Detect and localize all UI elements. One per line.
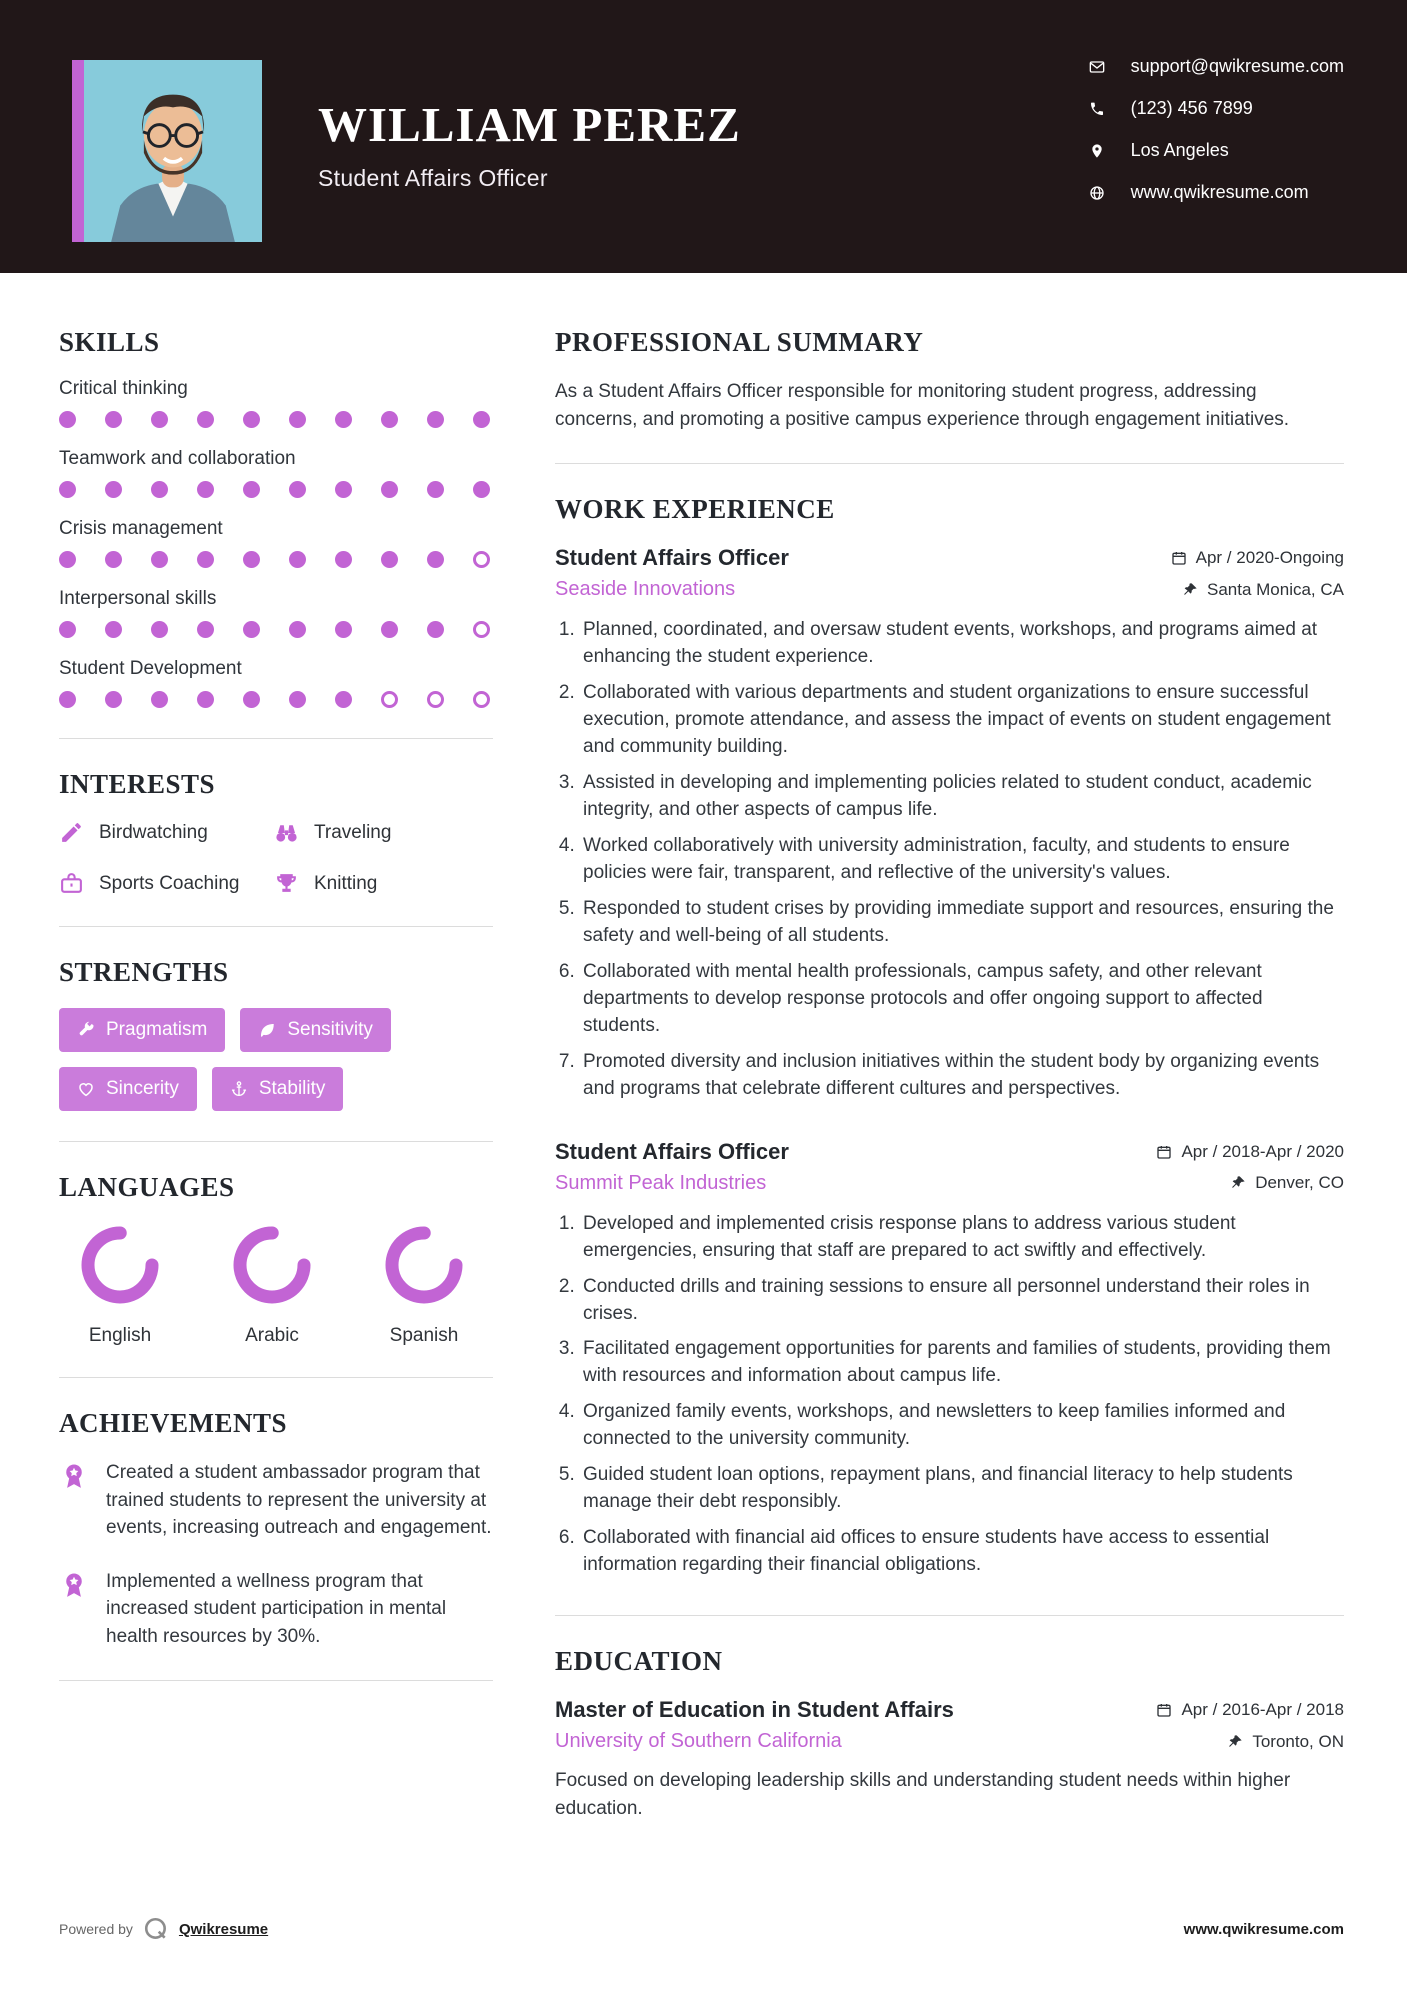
skill-dot — [197, 691, 214, 708]
job-bullet: 6. Collaborated with mental health professionals, campus safety, and other relevant departments to develop response protocols and offer ongoing support to affected students. — [580, 959, 1344, 1040]
education-dates-text: Apr / 2016-Apr / 2018 — [1181, 1700, 1344, 1720]
skill-dot — [381, 621, 398, 638]
job-company: Summit Peak Industries — [555, 1171, 767, 1194]
strength-label: Pragmatism — [106, 1019, 208, 1040]
content — [0, 273, 1407, 1822]
skill-dot — [335, 691, 352, 708]
divider — [59, 1680, 493, 1681]
job-location-text: Santa Monica, CA — [1206, 579, 1344, 599]
header — [0, 0, 1407, 273]
main-column — [555, 327, 1344, 1822]
skill-dot — [473, 411, 490, 428]
identity — [318, 96, 741, 273]
strength-chip — [59, 1008, 225, 1052]
footer-website[interactable]: www.qwikresume.com — [1183, 1920, 1344, 1938]
job-title: Student Affairs Officer — [555, 1138, 789, 1164]
pin-icon — [1227, 1734, 1243, 1750]
skill-dot — [151, 411, 168, 428]
skill-dot — [59, 411, 76, 428]
achievement-text: Implemented a wellness program that increased student participation in mental health resources by 30%. — [106, 1570, 447, 1647]
experience-section — [555, 494, 1344, 1579]
education-dates — [1156, 1700, 1344, 1720]
profile-photo-illustration — [84, 60, 262, 242]
interest-label: Sports Coaching — [99, 872, 240, 894]
badge-icon — [59, 1570, 89, 1600]
strengths-list — [59, 1008, 419, 1111]
skill-label: Critical thinking — [59, 378, 188, 399]
skill-dot — [151, 621, 168, 638]
skill-label: Crisis management — [59, 518, 223, 539]
contact-text: www.qwikresume.com — [1130, 182, 1309, 202]
education-heading: EDUCATION — [555, 1646, 723, 1677]
skill-item — [59, 518, 493, 568]
job-bullet: 4. Worked collaboratively with university administration, faculty, and students to ensure policies were fair, transparent, and reflective of the university's values. — [580, 833, 1344, 887]
leaf-icon — [258, 1021, 276, 1039]
language-level-ring — [78, 1223, 162, 1307]
skill-dots — [59, 481, 493, 498]
education-location — [1227, 1732, 1344, 1752]
interest-label: Knitting — [314, 872, 378, 894]
job-dates-text: Apr / 2020-Ongoing — [1195, 548, 1344, 568]
achievements-heading: ACHIEVEMENTS — [59, 1408, 288, 1438]
pin-icon — [1182, 582, 1198, 598]
divider — [59, 1377, 493, 1378]
language-label: Spanish — [389, 1325, 459, 1346]
strength-chip — [212, 1067, 344, 1111]
skill-dot — [473, 621, 490, 638]
phone-icon — [1089, 101, 1105, 117]
contact-row — [1089, 140, 1344, 161]
skills-list — [59, 378, 493, 708]
skill-dot — [105, 411, 122, 428]
language-label: Arabic — [245, 1325, 299, 1346]
skills-section — [59, 327, 493, 708]
interest-label: Traveling — [314, 821, 392, 843]
trophy-icon — [274, 871, 299, 896]
skill-dot — [473, 481, 490, 498]
summary-section — [555, 327, 1344, 433]
job-entry — [555, 545, 1344, 1103]
job-bullet: 5. Guided student loan options, repayment plans, and financial literacy to help students manage their debt responsibly. — [580, 1462, 1344, 1516]
skill-dot — [335, 481, 352, 498]
summary-text: As a Student Affairs Officer responsible for monitoring student progress, addressing concerns, and promoting a positive campus experience through engagement initiatives. — [555, 381, 1290, 430]
skill-dot — [243, 621, 260, 638]
edit-icon — [59, 820, 84, 845]
skill-dot — [289, 691, 306, 708]
interest-item — [59, 871, 274, 896]
job-dates-text: Apr / 2018-Apr / 2020 — [1181, 1141, 1344, 1161]
skill-dot — [197, 551, 214, 568]
contact-row — [1089, 182, 1344, 203]
summary-heading: PROFESSIONAL SUMMARY — [555, 327, 924, 357]
binoculars-icon — [274, 820, 299, 845]
profile-photo — [72, 60, 262, 242]
skill-dot — [59, 481, 76, 498]
candidate-title: Student Affairs Officer — [318, 165, 548, 191]
skill-dot — [473, 691, 490, 708]
skill-dot — [335, 411, 352, 428]
job-sub — [555, 1172, 1344, 1195]
skill-dot — [427, 691, 444, 708]
language-level-ring — [382, 1223, 466, 1307]
job-bullet: 7. Promoted diversity and inclusion initiatives within the student body by organizing events and programs that celebrate different cultures and perspectives. — [580, 1049, 1344, 1103]
skill-label: Teamwork and collaboration — [59, 448, 296, 469]
achievement-item — [59, 1459, 493, 1542]
interests-section — [59, 769, 493, 896]
bag-icon — [59, 871, 84, 896]
degree: Master of Education in Student Affairs — [555, 1697, 954, 1723]
divider — [59, 738, 493, 739]
strengths-heading: STRENGTHS — [59, 957, 229, 987]
experience-heading: WORK EXPERIENCE — [555, 494, 835, 525]
skill-dots — [59, 411, 493, 428]
education-description: Focused on developing leadership skills and understanding student needs within higher education. — [555, 1770, 1291, 1819]
job-bullet: 5. Responded to student crises by providing immediate support and resources, ensuring the safety and well-being of all students. — [580, 896, 1344, 950]
skill-dot — [197, 621, 214, 638]
job-sub — [555, 578, 1344, 601]
strength-chip — [240, 1008, 391, 1052]
job-company: Seaside Innovations — [555, 578, 736, 601]
job-dates — [1171, 548, 1344, 568]
pin-icon — [1230, 1175, 1246, 1191]
skill-dot — [151, 481, 168, 498]
candidate-name: WILLIAM PEREZ — [318, 97, 741, 152]
skill-item — [59, 378, 493, 428]
skill-label: Student Development — [59, 658, 242, 679]
interest-item — [59, 820, 274, 845]
skill-dot — [289, 481, 306, 498]
job-bullet: 2. Collaborated with various departments and student organizations to ensure successful execution, promote attendance, and assess the impact of events on student engagement and community building. — [580, 680, 1344, 761]
skill-dot — [381, 551, 398, 568]
calendar-icon — [1156, 1144, 1172, 1160]
badge-icon — [59, 1461, 89, 1491]
skill-dot — [59, 551, 76, 568]
contact-row — [1089, 98, 1344, 119]
skills-heading: SKILLS — [59, 327, 160, 357]
skill-dot — [289, 551, 306, 568]
skill-dot — [427, 481, 444, 498]
skill-item — [59, 658, 493, 708]
skill-dot — [243, 551, 260, 568]
job-bullet: 3. Facilitated engagement opportunities for parents and families of students, providing them with resources and information about campus life. — [580, 1336, 1344, 1390]
calendar-icon — [1156, 1702, 1172, 1718]
skill-dot — [473, 551, 490, 568]
contact-text: (123) 456 7899 — [1130, 98, 1253, 118]
skill-dot — [289, 621, 306, 638]
achievement-item — [59, 1568, 493, 1651]
job-location — [1182, 580, 1344, 600]
skill-dot — [105, 621, 122, 638]
contact-text: support@qwikresume.com — [1130, 56, 1344, 76]
skill-dot — [243, 481, 260, 498]
achievements-list — [59, 1459, 493, 1650]
skill-dots — [59, 621, 493, 638]
skill-label: Interpersonal skills — [59, 588, 217, 609]
languages-heading: LANGUAGES — [59, 1172, 235, 1202]
school: University of Southern California — [555, 1730, 842, 1753]
skill-dots — [59, 551, 493, 568]
divider — [555, 1615, 1344, 1616]
language-item — [59, 1223, 181, 1347]
strength-label: Sensitivity — [287, 1019, 373, 1040]
skill-dot — [105, 551, 122, 568]
skill-dot — [335, 551, 352, 568]
skill-dot — [289, 411, 306, 428]
interest-item — [274, 820, 493, 845]
contact-list — [1089, 56, 1344, 273]
skill-item — [59, 588, 493, 638]
strengths-section — [59, 957, 493, 1111]
skill-dot — [105, 481, 122, 498]
skill-dot — [105, 691, 122, 708]
divider — [59, 926, 493, 927]
interests-heading: INTERESTS — [59, 769, 216, 799]
strength-label: Sincerity — [106, 1078, 179, 1099]
divider — [59, 1141, 493, 1142]
education-sub — [555, 1730, 1344, 1753]
job-dates — [1156, 1142, 1344, 1162]
job-bullets — [555, 617, 1344, 1103]
skill-dot — [59, 621, 76, 638]
education-section — [555, 1646, 1344, 1822]
anchor-icon — [230, 1080, 248, 1098]
wrench-icon — [77, 1021, 95, 1039]
languages-section — [59, 1172, 493, 1347]
language-item — [211, 1223, 333, 1347]
education-head — [555, 1697, 1344, 1723]
job-bullet: 6. Collaborated with financial aid offices to ensure students have access to essential information regarding their financial obligations. — [580, 1525, 1344, 1579]
strength-label: Stability — [258, 1078, 326, 1099]
skill-dot — [427, 621, 444, 638]
job-bullet: 1. Planned, coordinated, and oversaw student events, workshops, and programs aimed at enhancing the student experience. — [580, 617, 1344, 671]
job-title: Student Affairs Officer — [555, 545, 789, 571]
language-label: English — [88, 1325, 152, 1346]
location-icon — [1089, 143, 1105, 159]
language-level-ring — [230, 1223, 314, 1307]
skill-dot — [151, 551, 168, 568]
job-head — [555, 545, 1344, 571]
interest-label: Birdwatching — [99, 821, 208, 843]
job-bullet: 2. Conducted drills and training sessions to ensure all personnel understand their roles in crises. — [580, 1274, 1344, 1328]
footer — [59, 1916, 1344, 1942]
education-location-text: Toronto, ON — [1252, 1731, 1344, 1751]
strength-chip — [59, 1067, 197, 1111]
skill-dot — [427, 551, 444, 568]
skill-dots — [59, 691, 493, 708]
sidebar — [59, 327, 493, 1822]
job-bullet: 3. Assisted in developing and implementing policies related to student conduct, academic integrity, and other aspects of campus life. — [580, 770, 1344, 824]
achievement-text: Created a student ambassador program that trained students to represent the university at events, increasing outreach and engagement. — [106, 1462, 492, 1539]
calendar-icon — [1171, 550, 1187, 566]
skill-dot — [197, 411, 214, 428]
skill-dot — [243, 411, 260, 428]
skill-item — [59, 448, 493, 498]
skill-dot — [427, 411, 444, 428]
powered-by — [59, 1916, 268, 1942]
jobs-list — [555, 545, 1344, 1579]
email-icon — [1089, 59, 1105, 75]
skill-dot — [59, 691, 76, 708]
skill-dot — [381, 411, 398, 428]
job-head — [555, 1139, 1344, 1165]
job-bullets — [555, 1211, 1344, 1580]
contact-row — [1089, 56, 1344, 77]
divider — [555, 463, 1344, 464]
job-location — [1230, 1173, 1344, 1193]
skill-dot — [151, 691, 168, 708]
job-bullet: 4. Organized family events, workshops, and newsletters to keep families informed and connected to the university community. — [580, 1399, 1344, 1453]
heart-icon — [77, 1080, 95, 1098]
achievements-section — [59, 1408, 493, 1650]
skill-dot — [197, 481, 214, 498]
skill-dot — [381, 691, 398, 708]
skill-dot — [381, 481, 398, 498]
qwikresume-logo-icon — [143, 1916, 169, 1942]
language-item — [363, 1223, 485, 1347]
qwikresume-link[interactable]: Qwikresume — [178, 1920, 269, 1938]
skill-dot — [243, 691, 260, 708]
languages-list — [59, 1223, 493, 1347]
job-bullet: 1. Developed and implemented crisis response plans to address various student emergencies, ensuring that staff are prepared to act swiftly and effectively. — [580, 1211, 1344, 1265]
skill-dot — [335, 621, 352, 638]
powered-by-label: Powered by — [59, 1921, 133, 1937]
globe-icon — [1089, 185, 1105, 201]
contact-text: Los Angeles — [1130, 140, 1229, 160]
interest-item — [274, 871, 493, 896]
job-location-text: Denver, CO — [1255, 1173, 1344, 1193]
interests-list — [59, 820, 493, 896]
job-entry — [555, 1139, 1344, 1580]
